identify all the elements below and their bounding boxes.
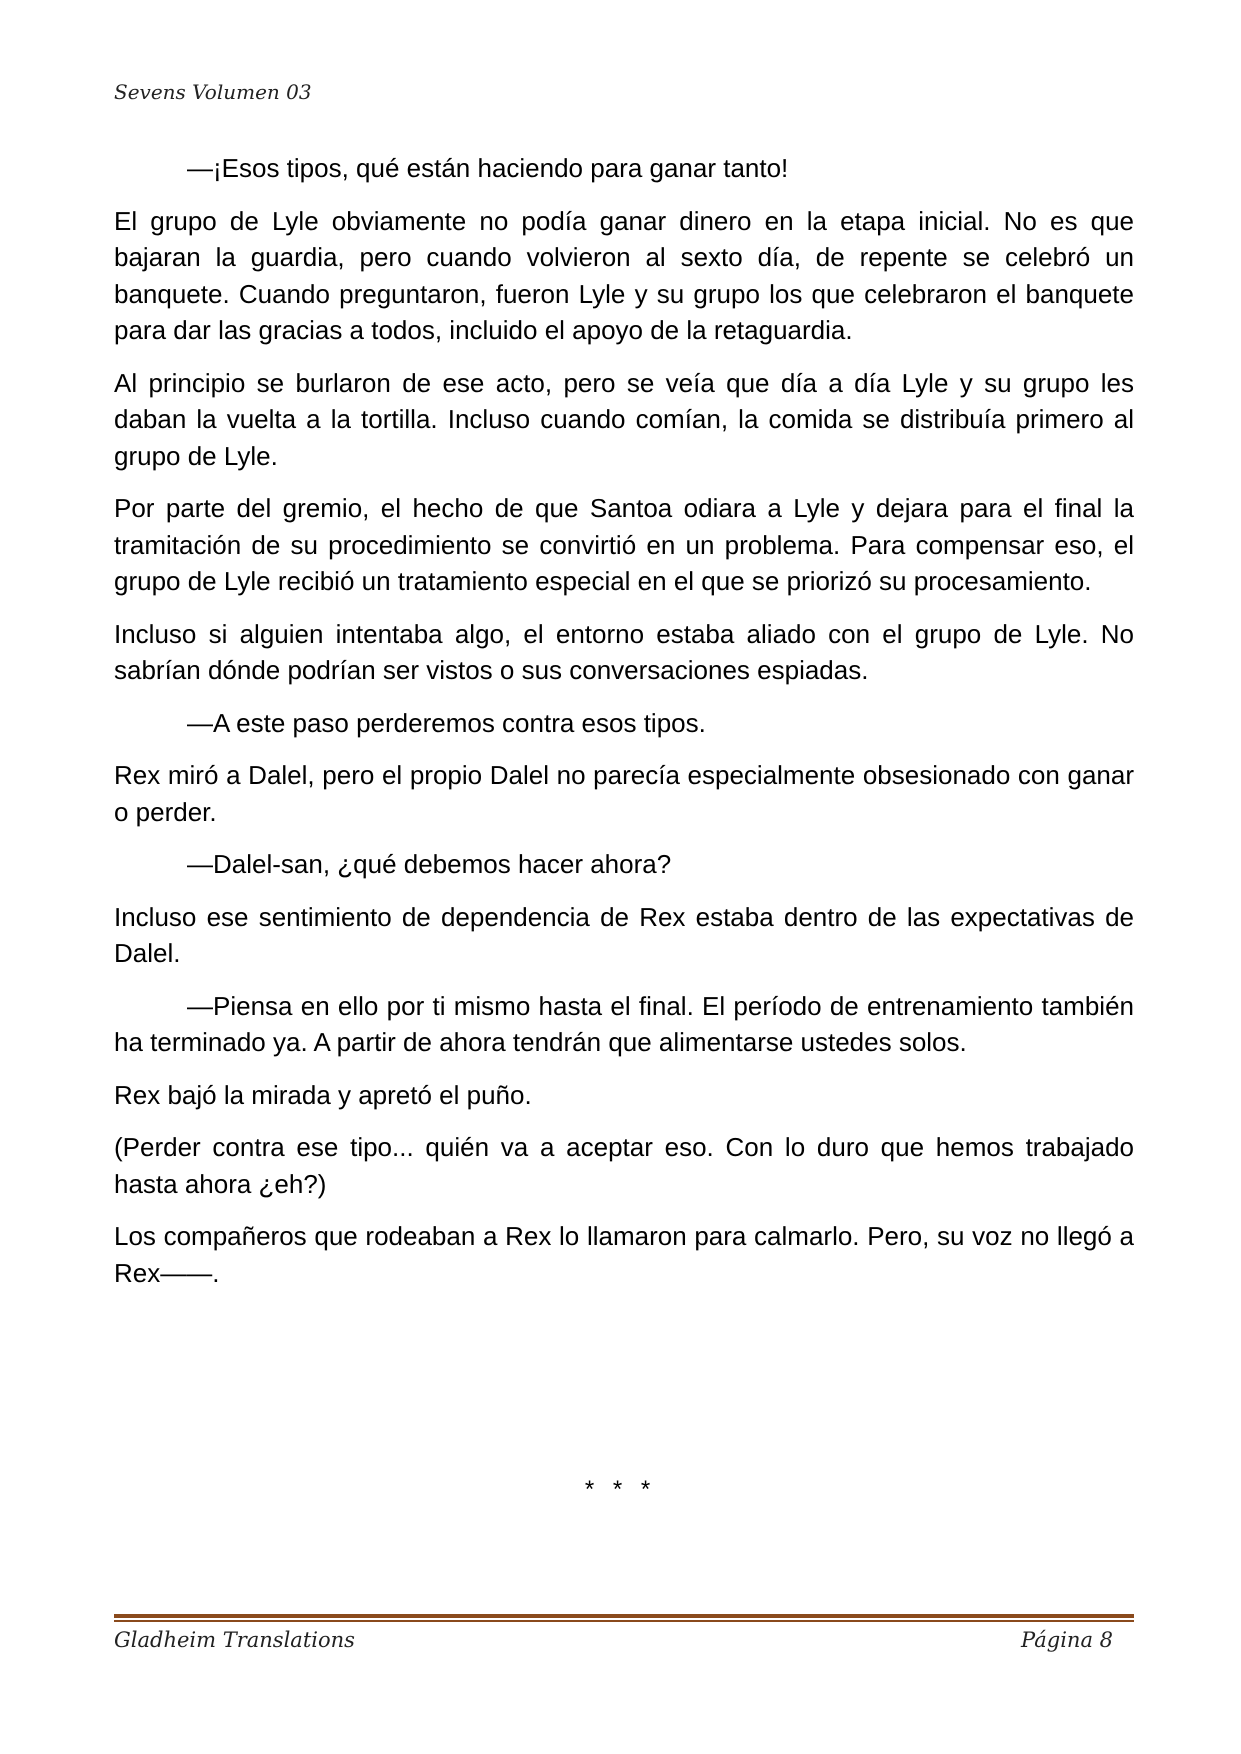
paragraph: Rex miró a Dalel, pero el propio Dalel no parecía especialmente obsesionado con ganar o perder.: [114, 760, 1134, 827]
footer-credit: Gladheim Translations: [114, 1628, 355, 1652]
footer-rule: [114, 1614, 1134, 1624]
scene-separator: * * *: [584, 1476, 657, 1503]
paragraph: (Perder contra ese tipo... quién va a aceptar eso. Con lo duro que hemos trabajado hasta ahora ¿eh?): [114, 1132, 1134, 1199]
footer-rule-thick: [114, 1614, 1134, 1618]
page-number: Página 8: [1021, 1628, 1113, 1652]
paragraph: El grupo de Lyle obviamente no podía ganar dinero en la etapa inicial. No es que bajaran la guardia, pero cuando volvieron al sexto día, de repente se celebró un banquete. Cuando preguntaron, fueron Lyle y su grupo los que celebraron el banquete para dar las gracias a todos, incluido el apoyo de la retaguardia.: [114, 205, 1134, 345]
running-header: Sevens Volumen 03: [114, 80, 312, 104]
paragraph: Los compañeros que rodeaban a Rex lo llamaron para calmarlo. Pero, su voz no llegó a Rex——.: [114, 1221, 1134, 1288]
paragraph: —Dalel-san, ¿qué debemos hacer ahora?: [187, 849, 672, 879]
paragraph: Al principio se burlaron de ese acto, pero se veía que día a día Lyle y su grupo les daban la vuelta a la tortilla. Incluso cuando comían, la comida se distribuía primero al grupo de Lyle.: [114, 367, 1134, 471]
paragraph: Por parte del gremio, el hecho de que Santoa odiara a Lyle y dejara para el final la tramitación de su procedimiento se convirtió en un problema. Para compensar eso, el grupo de Lyle recibió un tratamiento especial en el que se priorizó su procesamiento.: [114, 493, 1134, 596]
paragraph: Incluso ese sentimiento de dependencia de Rex estaba dentro de las expectativas de Dalel.: [114, 901, 1134, 968]
paragraph: —Piensa en ello por ti mismo hasta el final. El período de entrenamiento también ha terminado ya. A partir de ahora tendrán que alimentarse ustedes solos.: [114, 990, 1134, 1057]
footer-rule-thin: [114, 1620, 1134, 1622]
body-text: [114, 150, 1134, 1307]
paragraph: —A este paso perderemos contra esos tipos.: [187, 707, 706, 738]
paragraph: Incluso si alguien intentaba algo, el entorno estaba aliado con el grupo de Lyle. No sabrían dónde podrían ser vistos o sus conversaciones espiadas.: [114, 618, 1134, 685]
paragraph: —¡Esos tipos, qué están haciendo para ganar tanto!: [187, 153, 789, 183]
paragraph: Rex bajó la mirada y apretó el puño.: [114, 1079, 532, 1110]
